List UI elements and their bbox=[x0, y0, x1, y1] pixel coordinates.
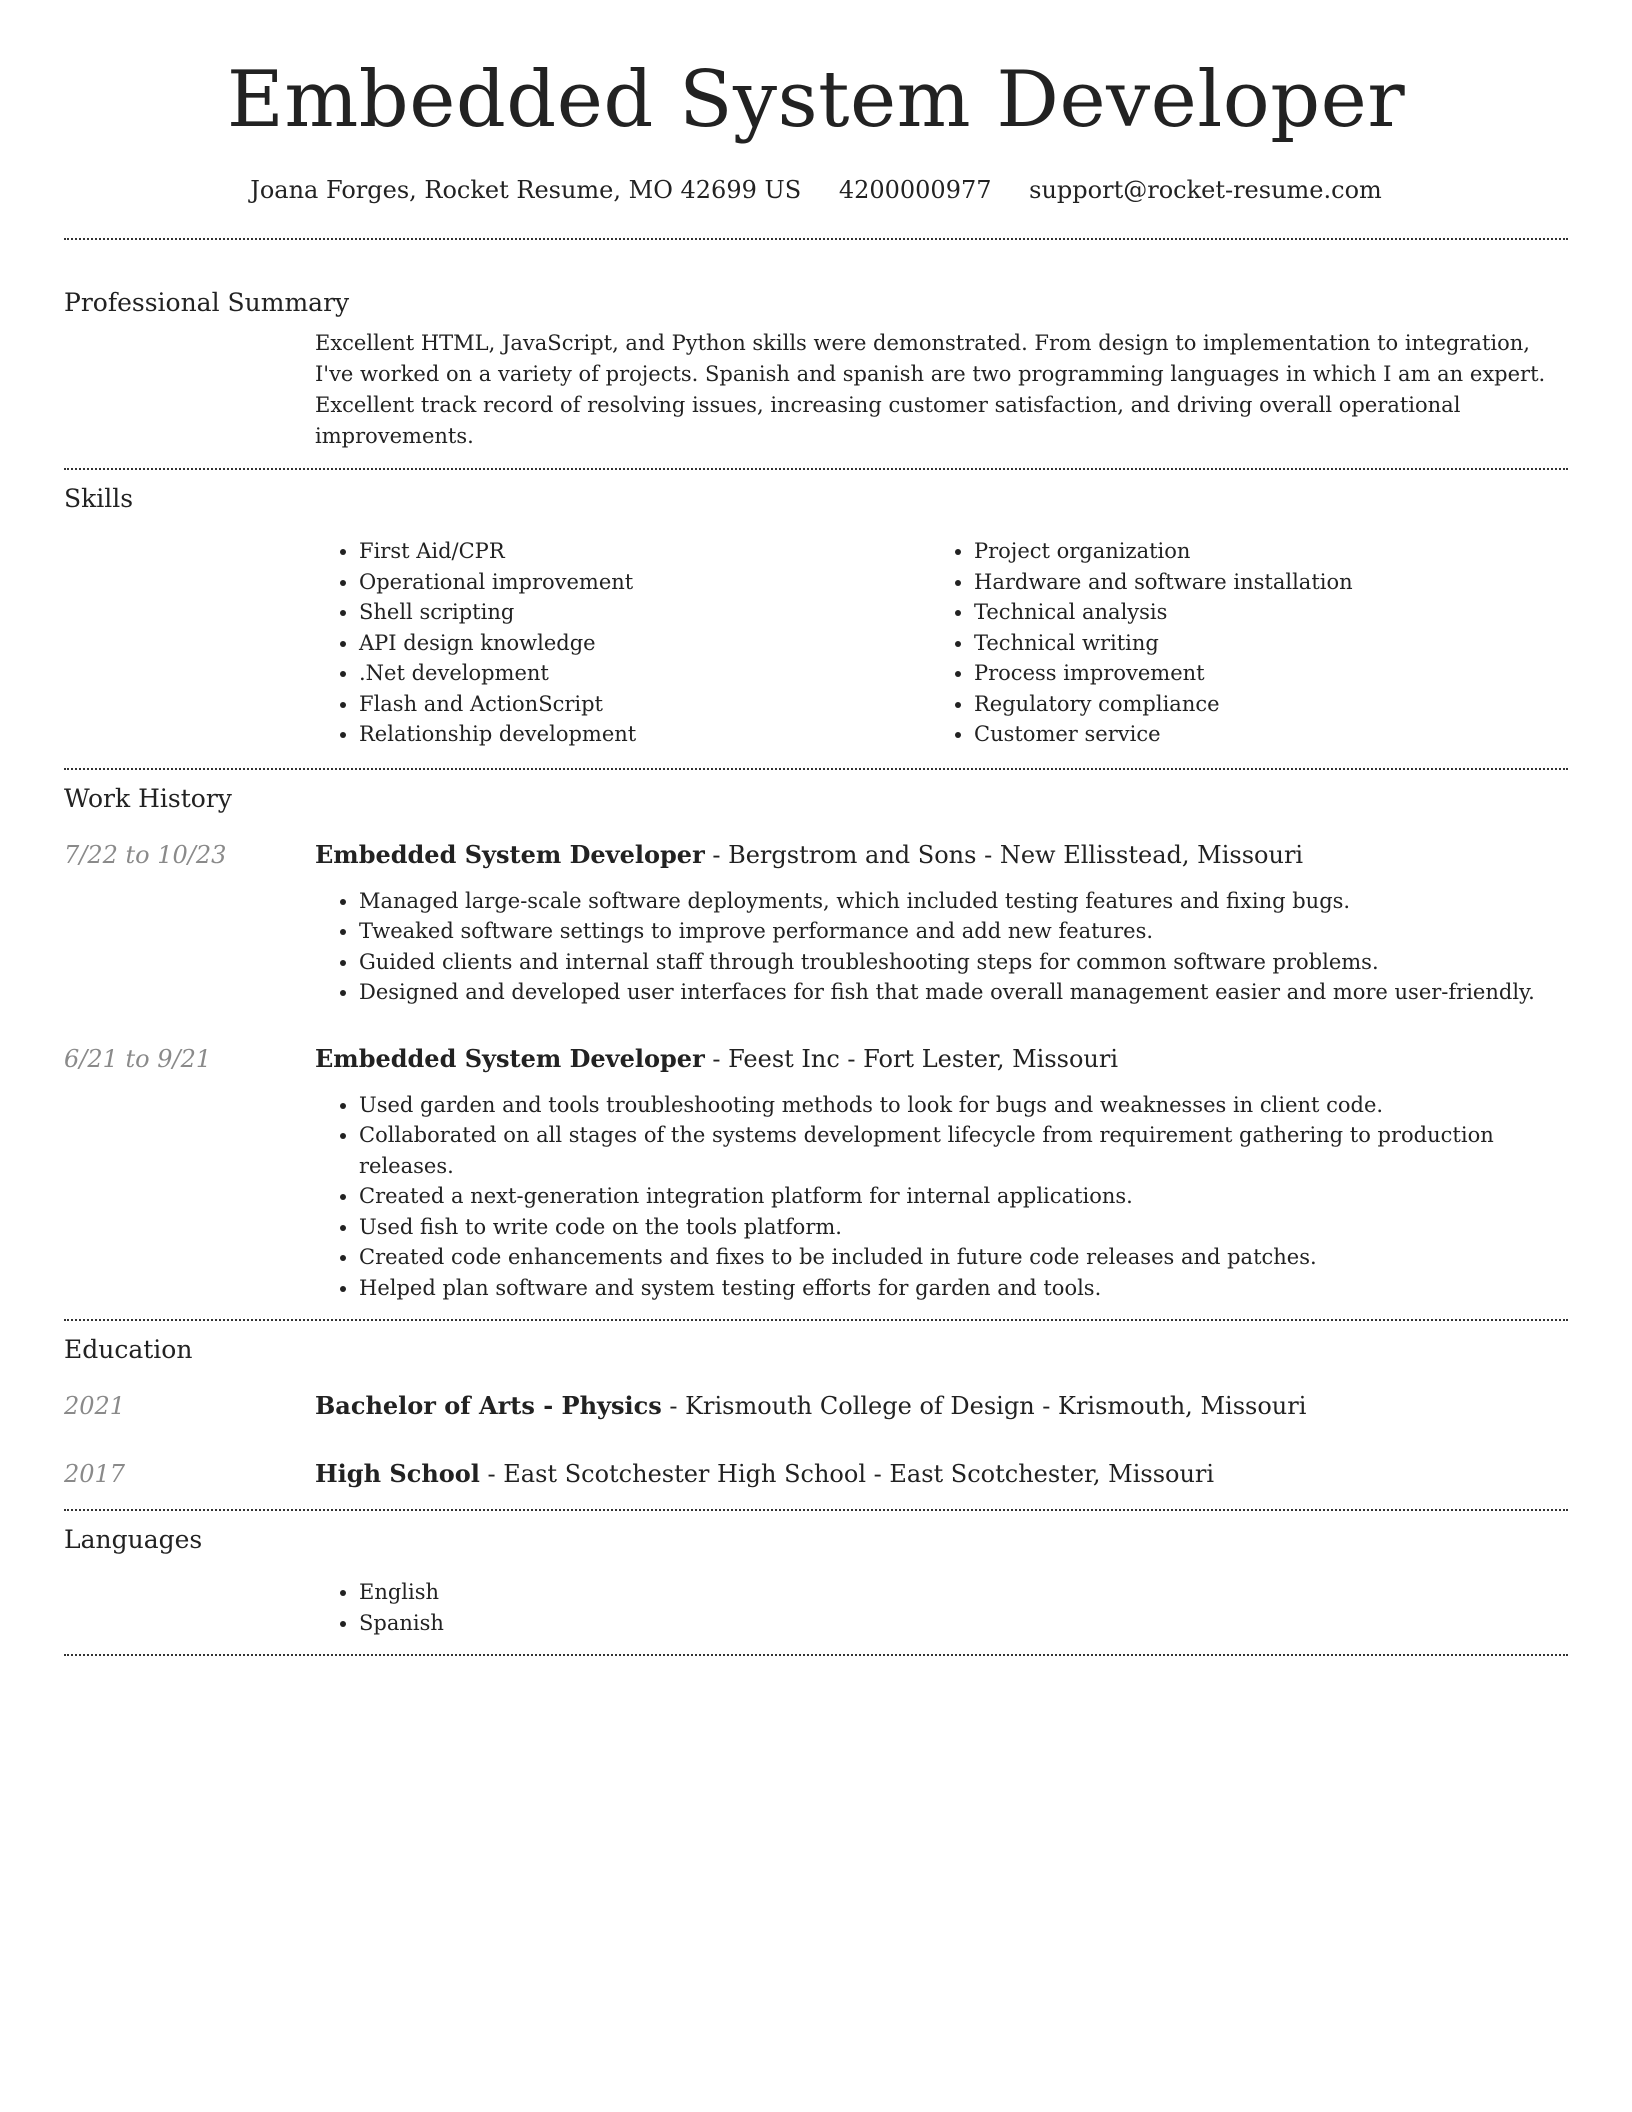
resume-name: Embedded System Developer bbox=[226, 55, 1406, 145]
summary-content bbox=[315, 328, 1568, 452]
skill-item: • Flash and ActionScript bbox=[359, 689, 930, 720]
job-entry bbox=[64, 1042, 1568, 1304]
education-body bbox=[315, 1389, 1568, 1423]
skill-item: • Customer service bbox=[974, 719, 1545, 750]
job-bullet: • Tweaked software settings to improve performance and add new features. bbox=[359, 916, 1568, 947]
education-degree: Bachelor of Arts - Physics bbox=[315, 1391, 662, 1420]
education-year: 2021 bbox=[64, 1392, 126, 1420]
education-entry bbox=[64, 1457, 1568, 1491]
education-body bbox=[315, 1457, 1568, 1491]
work-section bbox=[64, 770, 1568, 1320]
job-bullet: • Collaborated on all stages of the systems development lifecycle from requirement gathering to production releases. bbox=[359, 1120, 1568, 1181]
education-heading bbox=[315, 1389, 1568, 1423]
job-bullets bbox=[315, 1090, 1568, 1304]
work-title: Work History bbox=[64, 783, 232, 813]
summary-section bbox=[64, 240, 1568, 468]
job-body bbox=[315, 838, 1568, 1008]
job-title: Embedded System Developer bbox=[315, 839, 705, 869]
job-bullet: • Created code enhancements and fixes to be included in future code releases and patches. bbox=[359, 1242, 1568, 1273]
skill-item: • API design knowledge bbox=[359, 628, 930, 659]
job-title: Embedded System Developer bbox=[315, 1043, 705, 1073]
contact-address: Joana Forges, Rocket Resume, MO 42699 US bbox=[250, 176, 802, 204]
language-item: • Spanish bbox=[359, 1608, 1568, 1639]
skill-item: • First Aid/CPR bbox=[359, 536, 930, 567]
education-degree: High School bbox=[315, 1459, 480, 1488]
skills-column-right bbox=[930, 536, 1545, 750]
education-year: 2017 bbox=[64, 1460, 126, 1488]
education-section bbox=[64, 1321, 1568, 1509]
job-dates: 7/22 to 10/23 bbox=[64, 840, 227, 869]
job-details: - Bergstrom and Sons - New Ellisstead, Missouri bbox=[704, 840, 1304, 869]
education-entry bbox=[64, 1389, 1568, 1423]
job-details: - Feest Inc - Fort Lester, Missouri bbox=[704, 1044, 1119, 1073]
skill-item: • Technical writing bbox=[974, 628, 1545, 659]
skill-item: • Project organization bbox=[974, 536, 1545, 567]
job-heading bbox=[315, 1042, 1568, 1076]
job-bullet: • Used garden and tools troubleshooting methods to look for bugs and weaknesses in client code. bbox=[359, 1090, 1568, 1121]
job-bullet: • Used fish to write code on the tools platform. bbox=[359, 1212, 1568, 1243]
skills-section bbox=[64, 470, 1568, 768]
contact-phone: 4200000977 bbox=[838, 176, 992, 204]
job-bullet: • Managed large-scale software deployments, which included testing features and fixing bugs. bbox=[359, 886, 1568, 917]
education-details: - Krismouth College of Design - Krismouth, Missouri bbox=[661, 1392, 1307, 1420]
languages-title: Languages bbox=[64, 1525, 203, 1554]
skills-list bbox=[315, 536, 1568, 750]
job-bullet: • Created a next-generation integration platform for internal applications. bbox=[359, 1181, 1568, 1212]
language-item: • English bbox=[359, 1577, 1568, 1608]
contact-line bbox=[64, 174, 1568, 206]
education-title: Education bbox=[64, 1335, 193, 1364]
job-body bbox=[315, 1042, 1568, 1304]
job-entry bbox=[64, 838, 1568, 1008]
job-heading bbox=[315, 838, 1568, 872]
job-dates: 6/21 to 9/21 bbox=[64, 1044, 212, 1073]
skill-item: • Regulatory compliance bbox=[974, 689, 1545, 720]
skill-item: • Process improvement bbox=[974, 658, 1545, 689]
job-bullet: • Helped plan software and system testing efforts for garden and tools. bbox=[359, 1273, 1568, 1304]
skill-item: • .Net development bbox=[359, 658, 930, 689]
job-bullet: • Guided clients and internal staff through troubleshooting steps for common software problems. bbox=[359, 947, 1568, 978]
skill-item: • Hardware and software installation bbox=[974, 567, 1545, 598]
skill-item: • Shell scripting bbox=[359, 597, 930, 628]
job-bullets bbox=[315, 886, 1568, 1008]
skills-title: Skills bbox=[64, 484, 134, 513]
skill-item: • Technical analysis bbox=[974, 597, 1545, 628]
languages-section bbox=[64, 1511, 1568, 1654]
education-details: - East Scotchester High School - East Scotchester, Missouri bbox=[479, 1460, 1215, 1488]
skill-item: • Relationship development bbox=[359, 719, 930, 750]
summary-title: Professional Summary bbox=[64, 288, 350, 317]
languages-list bbox=[315, 1577, 1568, 1638]
job-bullet: • Designed and developed user interfaces for fish that made overall management easier and more user-friendly. bbox=[359, 977, 1568, 1008]
skill-item: • Operational improvement bbox=[359, 567, 930, 598]
section-divider bbox=[64, 1654, 1568, 1656]
contact-email: support@rocket-resume.com bbox=[1029, 176, 1382, 204]
education-heading bbox=[315, 1457, 1568, 1491]
resume-header bbox=[64, 0, 1568, 206]
skills-column-left bbox=[315, 536, 930, 750]
summary-text: Excellent HTML, JavaScript, and Python skills were demonstrated. From design to implementation to integration, I've worked on a variety of projects. Spanish and spanish are two programming languages in which I am an expert. Excellent track record of resolving issues, increasing customer satisfaction, and driving overall operational improvements. bbox=[315, 331, 1546, 448]
